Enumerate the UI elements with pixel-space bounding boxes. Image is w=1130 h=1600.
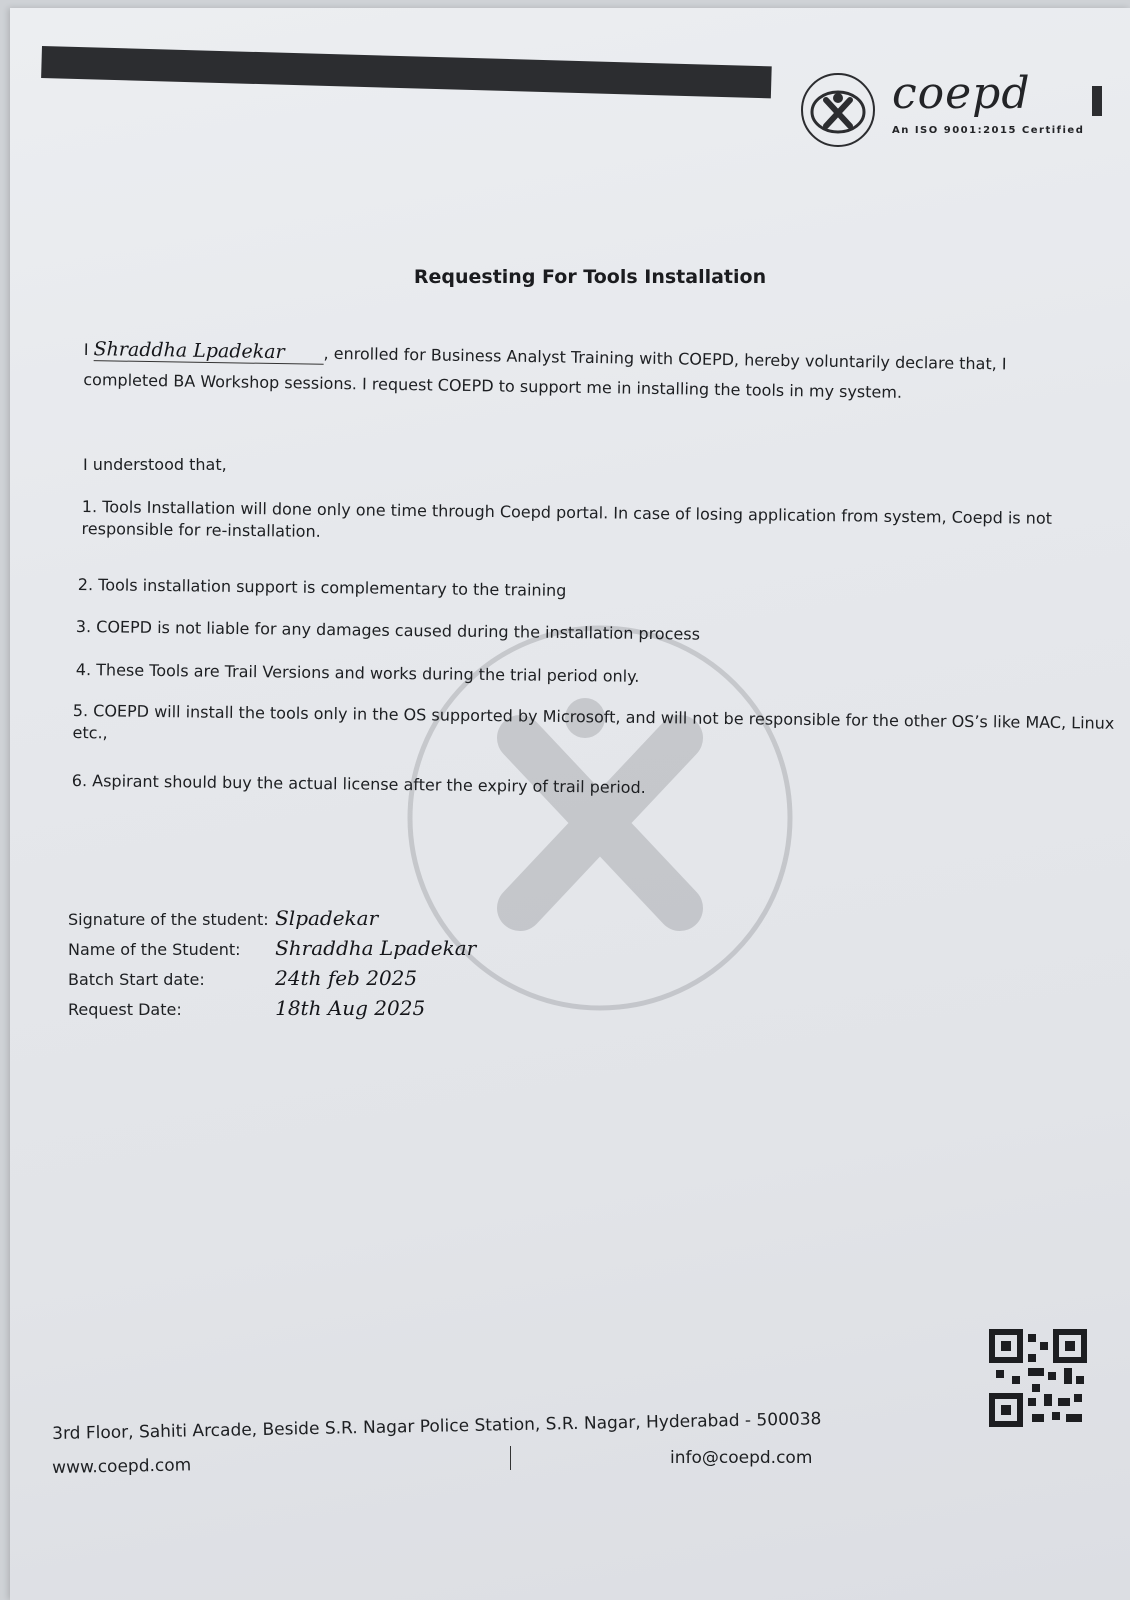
document-title: Requesting For Tools Installation	[413, 266, 767, 288]
term-item-1: 1. Tools Installation will done only one time through Coepd portal. In case of losing application from system, Coepd is not responsible for re-installation.	[81, 496, 1053, 541]
request-date-row	[68, 996, 425, 1020]
intro-line-2: completed BA Workshop sessions. I request COEPD to support me in installing the tools in my system.	[83, 369, 903, 402]
batch-start-row	[68, 966, 417, 990]
iso-certification: An ISO 9001:2015 Certified	[892, 125, 1085, 136]
signature-label: Signature of the student:	[68, 910, 269, 929]
term-item-6: 6. Aspirant should buy the actual license after the expiry of trail period.	[71, 770, 646, 798]
header-bar	[41, 46, 772, 98]
declaration-paragraph	[83, 338, 1064, 406]
request-date-value: 18th Aug 2025	[275, 996, 426, 1020]
footer-email: info@coepd.com	[670, 1448, 813, 1468]
brand-name: coepd	[892, 68, 1031, 119]
student-name-handwritten: Shraddha Lpadekar	[93, 338, 323, 365]
student-signature: Slpadekar	[275, 906, 379, 930]
coepd-seal-logo-icon	[798, 70, 878, 150]
request-date-label: Request Date:	[68, 1000, 182, 1019]
term-item-2: 2. Tools installation support is complementary to the training	[77, 574, 567, 600]
footer-separator	[510, 1446, 511, 1470]
term-item-4: 4. These Tools are Trail Versions and works during the trial period only.	[75, 659, 640, 686]
term-item-5: 5. COEPD will install the tools only in the OS supported by Microsoft, and will not be responsible for the other OS’s like MAC, Linux etc.,	[72, 700, 1115, 743]
understood-heading: I understood that,	[83, 455, 227, 474]
header-end-bar	[1092, 86, 1102, 116]
intro-prefix: I	[83, 339, 89, 360]
student-name-row	[68, 936, 476, 960]
student-name-value: Shraddha Lpadekar	[275, 936, 477, 960]
signature-row	[68, 906, 378, 930]
footer-address: 3rd Floor, Sahiti Arcade, Beside S.R. Nagar Police Station, S.R. Nagar, Hyderabad - 500038	[52, 1409, 822, 1444]
term-item-3: 3. COEPD is not liable for any damages caused during the installation process	[75, 616, 701, 644]
batch-start-value: 24th feb 2025	[275, 966, 418, 990]
intro-line-1: , enrolled for Business Analyst Training with COEPD, hereby voluntarily declare that, I	[323, 343, 1007, 374]
batch-start-label: Batch Start date:	[68, 970, 205, 989]
student-name-label: Name of the Student:	[68, 940, 241, 959]
footer-website: www.coepd.com	[52, 1455, 192, 1478]
qr-code-icon	[988, 1328, 1088, 1428]
document-sheet	[10, 8, 1130, 1600]
